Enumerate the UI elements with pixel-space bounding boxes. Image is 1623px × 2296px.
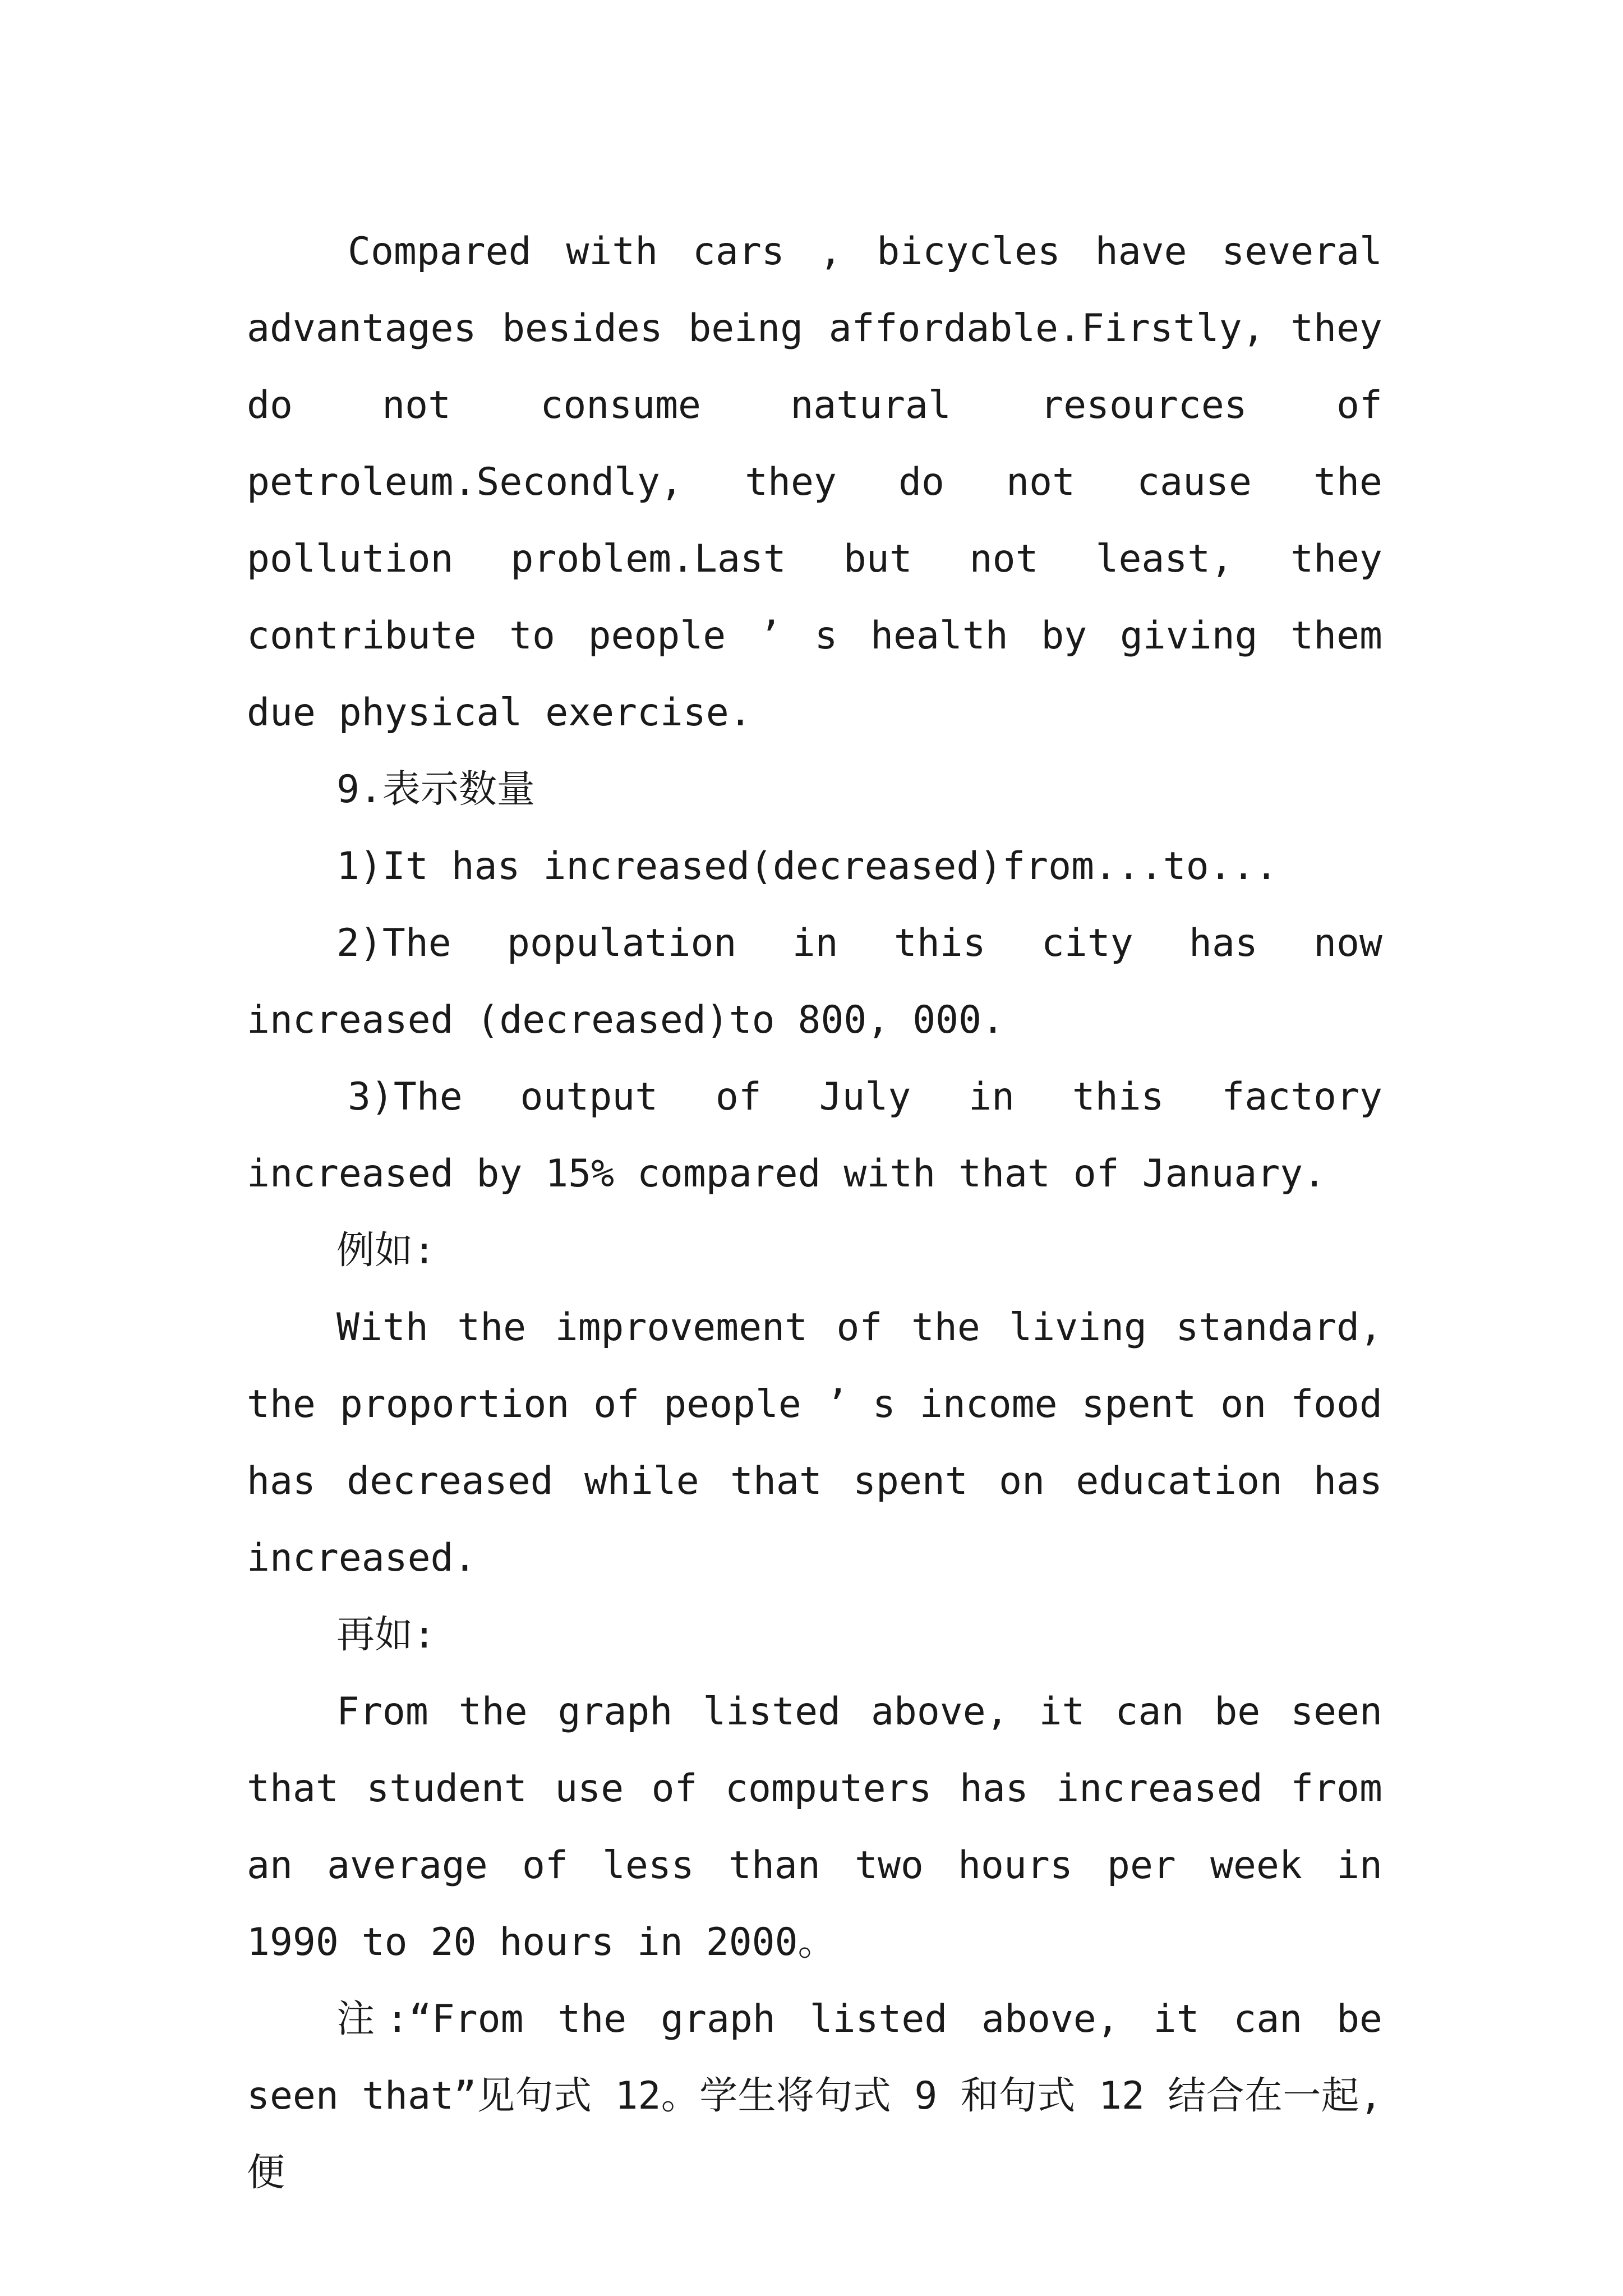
- paragraph-computer-use: From the graph listed above, it can be seen that student use of computers has increased from an average of less than two hours per week in 1990 to 20 hours in 2000。: [247, 1690, 1382, 1964]
- example-sentence-1: 1)It has increased(decreased)from...to...: [336, 844, 1278, 889]
- label-another-example: 再如:: [336, 1613, 436, 1657]
- note-paragraph: 注:“From the graph listed above, it can be seen that”见句式 12。学生将句式 9 和句式 12 结合在一起,便: [247, 1997, 1382, 2195]
- section-heading-quantity: 9.表示数量: [336, 767, 535, 812]
- example-sentence-2: 2)The population in this city has now increased (decreased)to 800, 000.: [247, 921, 1382, 1042]
- label-for-example: 例如:: [336, 1228, 436, 1273]
- paragraph-bicycles-advantages: Compared with cars , bicycles have several advantages besides being affordable.Firstly, they do not consume natural resources of petroleum.Secondly, they do not cause the pollution problem.Last but not least, they contribute to people ’ s health by giving them due physical exercise.: [247, 229, 1382, 735]
- example-sentence-3: 3)The output of July in this factory increased by 15% compared with that of January.: [247, 1075, 1382, 1196]
- document-page: [247, 213, 1382, 2211]
- paragraph-living-standard: With the improvement of the living standard, the proportion of people ’ s income spent on food has decreased while that spent on education has increased.: [247, 1305, 1382, 1580]
